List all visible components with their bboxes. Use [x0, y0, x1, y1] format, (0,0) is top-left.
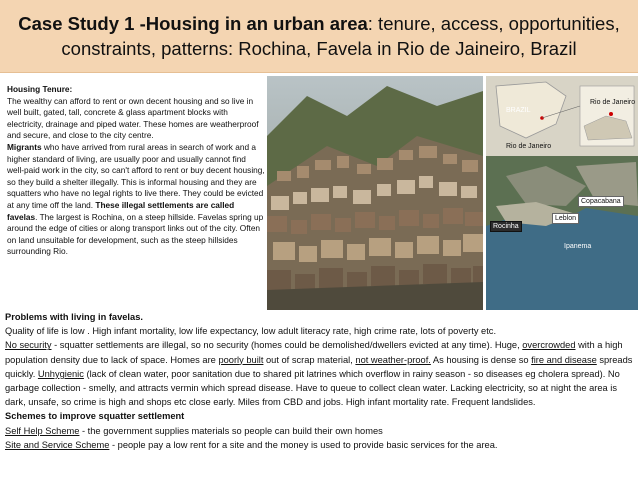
- brazil-label: BRAZIL: [506, 107, 531, 114]
- favela-hillside-photo: [267, 76, 483, 310]
- overcrowded-text: with a high population density due to lack of space. Homes are: [5, 340, 623, 365]
- site-service-line: [5, 438, 633, 452]
- poorly-built-text: out of scrap material,: [263, 354, 356, 365]
- no-security-text: - squatter settlements are illegal, so no security (homes could be demolished/dwellers evicted at any time). Huge,: [51, 340, 523, 351]
- ipanema-label: Ipanema: [564, 243, 592, 250]
- self-help-text: - the government supplies materials so people can build their own homes: [79, 425, 383, 436]
- housing-tenure-text: [7, 84, 265, 258]
- poorly-built-term: poorly built: [218, 354, 264, 365]
- migrants-label: Migrants: [7, 141, 42, 152]
- migrants-text: who have arrived from rural areas in search of work and a higher standard of living, are usually poor and usually cannot find well-paid work in the city, so can't afford to rent or buy decent housing, so they build a shelter illegally. This is informal housing and they are squatters who have no legal rights to live there. They could be evicted at any time off the land.: [7, 141, 265, 210]
- tenure-heading: Housing Tenure:: [7, 84, 73, 94]
- site-service-text: - people pay a low rent for a site and the money is used to provide basic services for the area.: [109, 439, 498, 450]
- rio-city-label: Rio de Janeiro: [506, 143, 552, 150]
- page-title: [0, 11, 638, 61]
- schemes-heading: Schemes to improve squatter settlement: [5, 411, 185, 422]
- rio-location-map: [486, 76, 638, 310]
- weatherproof-text: As housing is dense so: [430, 354, 532, 365]
- leblon-label: Leblon: [552, 213, 579, 224]
- title-rest: : tenure, access, opportunities, constraints, patterns: Rochina, Favela in Rio de Jaineiro, Brazil: [61, 13, 620, 59]
- copacabana-label: Copacabana: [578, 196, 624, 207]
- fire-disease-term: fire and disease: [531, 354, 597, 365]
- self-help-term: Self Help Scheme: [5, 425, 80, 436]
- quality-of-life-text: Quality of life is low . High infant mortality, low life expectancy, low adult literacy rate, high crime rate, lots of poverty etc.: [5, 326, 497, 337]
- title-bold: Case Study 1 -Housing in an urban area: [18, 13, 368, 34]
- rocinha-label: Rocinha: [490, 221, 522, 232]
- problems-paragraph: [5, 338, 633, 409]
- self-help-line: [5, 424, 633, 438]
- rochina-text: . The largest is Rochina, on a steep hillside. Favelas spring up around the edge of cities or along transport links out of the city. Often on land unsuitable for development, such as the steep hillsides surrounding Rio.: [7, 211, 264, 257]
- site-service-term: Site and Service Scheme: [5, 439, 110, 450]
- rio-state-label: Rio de Janeiro: [590, 99, 636, 106]
- overcrowded-term: overcrowded: [522, 340, 576, 351]
- favela-photo-illustration: [267, 76, 483, 310]
- no-security-term: No security: [5, 340, 52, 351]
- not-weatherproof-term: not weather-proof.: [355, 354, 431, 365]
- illegal-settlements-bold: These illegal settlements are called favelas: [7, 199, 235, 222]
- title-banner: [0, 0, 638, 73]
- unhygienic-text: (lack of clean water, poor sanitation due to shared pit latrines which overflow in rainy season - so diseases eg cholera spread). No garbage collection - smelly, and attracts vermin which spread disease. Have to queue to collect clean water. Lacking electricity, so at night the area is dark, unsafe, so crime is high and shops etc close early. Miles from CBD and jobs. High infant mortality rate. Frequent landslides.: [5, 368, 620, 408]
- tenure-wealthy: The wealthy can afford to rent or own decent housing and so live in well built, gated, tall, concrete & glass apartment blocks with electricity, drainage and piped water. These homes are weatherproof and secure, and close to the city centre.: [7, 95, 259, 141]
- unhygienic-term: Unhygienic: [37, 368, 84, 379]
- problems-section: [5, 310, 633, 452]
- disease-text: spreads quickly.: [5, 354, 633, 379]
- problems-heading: Problems with living in favelas.: [5, 312, 143, 322]
